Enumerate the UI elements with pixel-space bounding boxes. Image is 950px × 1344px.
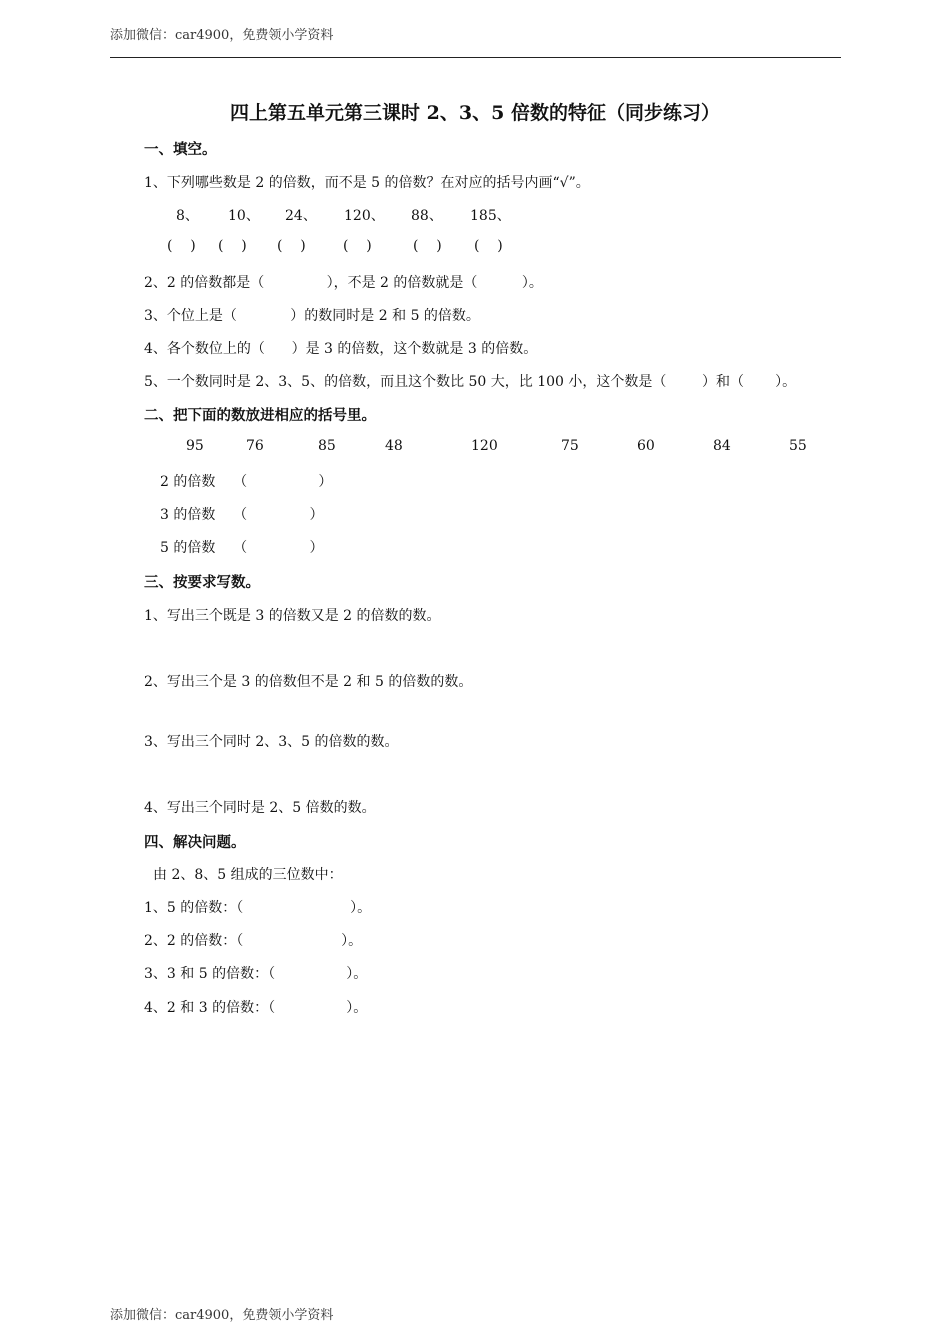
s2-number: 48 — [385, 438, 403, 454]
s2-number: 60 — [637, 438, 655, 454]
answer-paren[interactable]: ( ) — [277, 238, 306, 254]
section3-heading: 三、按要求写数。 — [144, 574, 260, 591]
s2-number: 84 — [713, 438, 731, 454]
s1-question-3: 3、个位上是（ ）的数同时是 2 和 5 的倍数。 — [144, 308, 480, 324]
s4-question-4: 4、2 和 3 的倍数：（ ）。 — [144, 1000, 368, 1016]
s1-question-1: 1、下列哪些数是 2 的倍数，而不是 5 的倍数？在对应的括号内画“√”。 — [144, 175, 590, 191]
answer-paren[interactable]: ( ) — [167, 238, 196, 254]
s4-question-3: 3、3 和 5 的倍数：（ ）。 — [144, 966, 368, 982]
s3-question-1: 1、写出三个既是 3 的倍数又是 2 的倍数的数。 — [144, 608, 441, 624]
s4-question-2: 2、2 的倍数：（ ）。 — [144, 933, 363, 949]
s1-question-5: 5、一个数同时是 2、3、5、的倍数，而且这个数比 50 大，比 100 小，这个数是（ ）和（ ）。 — [144, 374, 797, 390]
s2-number: 95 — [186, 438, 204, 454]
s2-number: 76 — [246, 438, 264, 454]
s4-question-1: 1、5 的倍数：（ ）。 — [144, 900, 372, 916]
s2-row-multiples-of-3: 3 的倍数 （ ） — [160, 507, 324, 523]
s1-number: 10、 — [228, 208, 260, 224]
s1-number: 120、 — [344, 208, 385, 224]
section2-heading: 二、把下面的数放进相应的括号里。 — [144, 407, 376, 424]
s2-number: 85 — [318, 438, 336, 454]
s1-number: 24、 — [285, 208, 317, 224]
s3-question-2: 2、写出三个是 3 的倍数但不是 2 和 5 的倍数的数。 — [144, 674, 473, 690]
section1-heading: 一、填空。 — [144, 141, 217, 158]
s1-number: 88、 — [411, 208, 443, 224]
s1-question-2: 2、2 的倍数都是（ ），不是 2 的倍数就是（ ）。 — [144, 275, 543, 291]
s3-question-4: 4、写出三个同时是 2、5 倍数的数。 — [144, 800, 376, 816]
s1-question-4: 4、各个数位上的（ ）是 3 的倍数，这个数就是 3 的倍数。 — [144, 341, 538, 357]
answer-paren[interactable]: ( ) — [474, 238, 503, 254]
s1-number: 185、 — [470, 208, 511, 224]
section4-heading: 四、解决问题。 — [144, 834, 246, 851]
answer-paren[interactable]: ( ) — [343, 238, 372, 254]
s2-number: 55 — [789, 438, 807, 454]
s4-intro: 由 2、8、5 组成的三位数中： — [153, 867, 343, 883]
answer-paren[interactable]: ( ) — [218, 238, 247, 254]
header-note: 添加微信：car4900，免费领小学资料 — [110, 28, 334, 43]
s3-question-3: 3、写出三个同时 2、3、5 的倍数的数。 — [144, 734, 399, 750]
s2-number: 75 — [561, 438, 579, 454]
answer-paren[interactable]: ( ) — [413, 238, 442, 254]
s2-number: 120 — [471, 438, 498, 454]
header-rule — [110, 57, 841, 58]
s2-row-multiples-of-5: 5 的倍数 （ ） — [160, 540, 324, 556]
s1-number: 8、 — [176, 208, 199, 224]
page-title: 四上第五单元第三课时 2、3、5 倍数的特征（同步练习） — [230, 102, 720, 124]
s2-row-multiples-of-2: 2 的倍数 （ ） — [160, 474, 333, 490]
footer-note: 添加微信：car4900，免费领小学资料 — [110, 1308, 334, 1323]
